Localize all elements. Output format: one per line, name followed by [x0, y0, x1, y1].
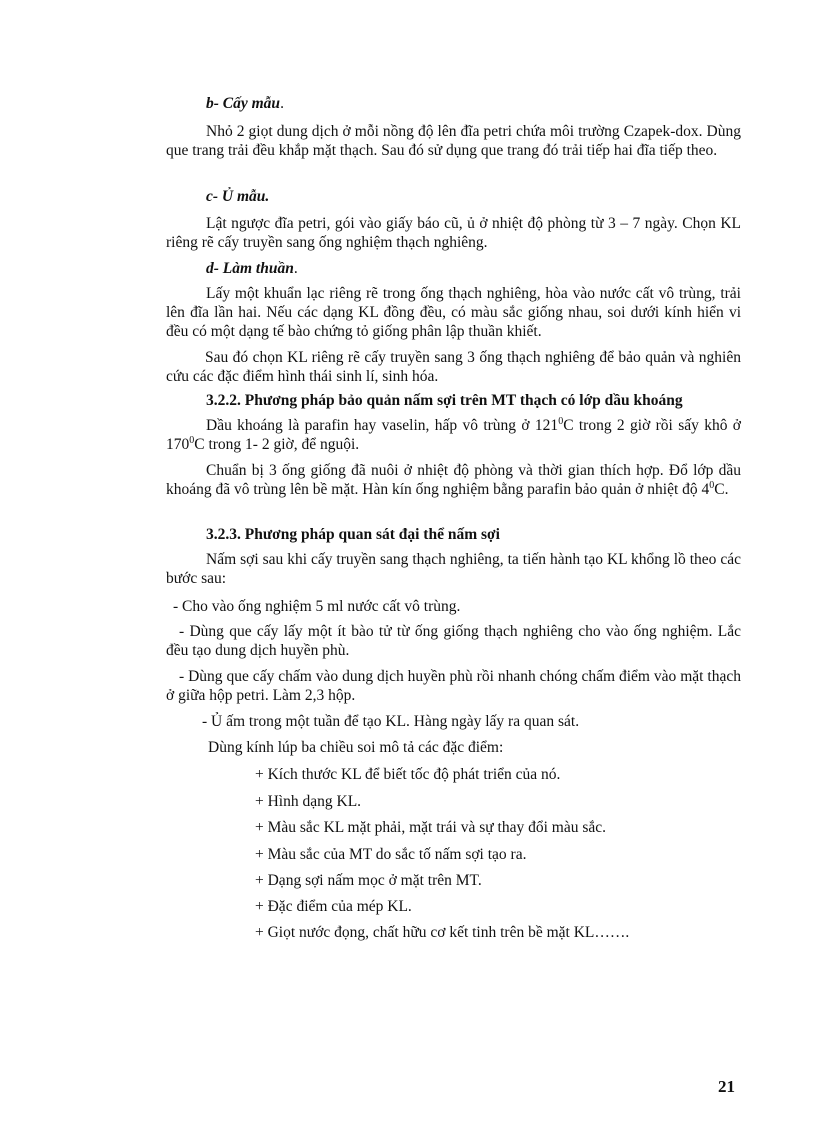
- observation-bullet: + Đặc điểm của mép KL.: [255, 898, 412, 915]
- heading-cay-mau: b- Cấy mẫu.: [206, 95, 284, 112]
- section-heading-3-2-3: 3.2.3. Phương pháp quan sát đại thể nấm sợi: [206, 526, 500, 543]
- paragraph-cay-mau: Nhỏ 2 giọt dung dịch ở mỗi nồng độ lên đĩa petri chứa môi trường Czapek-dox. Dùng que trang trải đều khắp mặt thạch. Sau đó sử dụng que trang đó trải tiếp hai đĩa tiếp theo.: [166, 123, 741, 159]
- observe-intro: Dùng kính lúp ba chiều soi mô tả các đặc điểm:: [208, 739, 504, 756]
- observation-bullet: + Dạng sợi nấm mọc ở mặt trên MT.: [255, 872, 482, 889]
- paragraph-u-mau: Lật ngược đĩa petri, gói vào giấy báo cũ, ủ ở nhiệt độ phòng từ 3 – 7 ngày. Chọn KL riêng rẽ cấy truyền sang ống nghiệm thạch nghiêng.: [166, 215, 741, 251]
- heading-u-mau: c- Ủ mẫu.: [206, 188, 270, 205]
- paragraph-chuan-bi: Chuẩn bị 3 ống giống đã nuôi ở nhiệt độ phòng và thời gian thích hợp. Đổ lớp dầu khoáng đã vô trùng lên bề mặt. Hàn kín ống nghiệm bằng parafin bảo quản ở nhiệt độ $4^0C$.: [166, 462, 741, 498]
- heading-lam-thuan: d- Làm thuần.: [206, 260, 298, 277]
- paragraph-dau-khoang: Dầu khoáng là parafin hay vaselin, hấp vô trùng ở $121^0C$ trong 2 giờ rồi sấy khô ở $170^0C$ trong 1- 2 giờ, để nguội.: [166, 416, 741, 453]
- observation-bullet: + Màu sắc KL mặt phải, mặt trái và sự thay đổi màu sắc.: [255, 819, 607, 836]
- step-item-2: - Dùng que cấy lấy một ít bào tử từ ống giống thạch nghiêng cho vào ống nghiệm. Lắc đều tạo dung dịch huyền phù.: [166, 623, 741, 659]
- step-item-3: - Dùng que cấy chấm vào dung dịch huyền phù rồi nhanh chóng chấm điểm vào mặt thạch ở giữa hộp petri. Làm 2,3 hộp.: [166, 668, 741, 704]
- paragraph-lam-thuan-1: Lấy một khuẩn lạc riêng rẽ trong ống thạch nghiêng, hòa vào nước cất vô trùng, trải lên đĩa lần hai. Nếu các dạng KL đồng đều, có màu sắc giống nhau, soi dưới kính hiển vi đều có một dạng tế bào chứng tỏ giống phân lập thuần khiết.: [166, 285, 741, 340]
- paragraph-nam-soi: Nấm sợi sau khi cấy truyền sang thạch nghiêng, ta tiến hành tạo KL khổng lồ theo các bước sau:: [166, 551, 741, 587]
- paragraph-lam-thuan-2: Sau đó chọn KL riêng rẽ cấy truyền sang 3 ống thạch nghiêng để bảo quản và nghiên cứu các đặc điểm hình thái sinh lí, sinh hóa.: [166, 349, 741, 385]
- step-item-4: - Ủ ấm trong một tuần để tạo KL. Hàng ngày lấy ra quan sát.: [202, 713, 580, 730]
- step-item-1: - Cho vào ống nghiệm 5 ml nước cất vô trùng.: [173, 598, 461, 615]
- observation-bullet: + Kích thước KL để biết tốc độ phát triển của nó.: [255, 766, 561, 783]
- observation-bullet: + Màu sắc của MT do sắc tố nấm sợi tạo ra.: [255, 846, 527, 863]
- section-heading-3-2-2: 3.2.2. Phương pháp bảo quản nấm sợi trên MT thạch có lớp dầu khoáng: [206, 392, 683, 409]
- observation-bullet: + Giọt nước đọng, chất hữu cơ kết tinh trên bề mặt KL…….: [255, 924, 630, 941]
- observation-bullet: + Hình dạng KL.: [255, 793, 362, 810]
- page-number: 21: [718, 1077, 735, 1096]
